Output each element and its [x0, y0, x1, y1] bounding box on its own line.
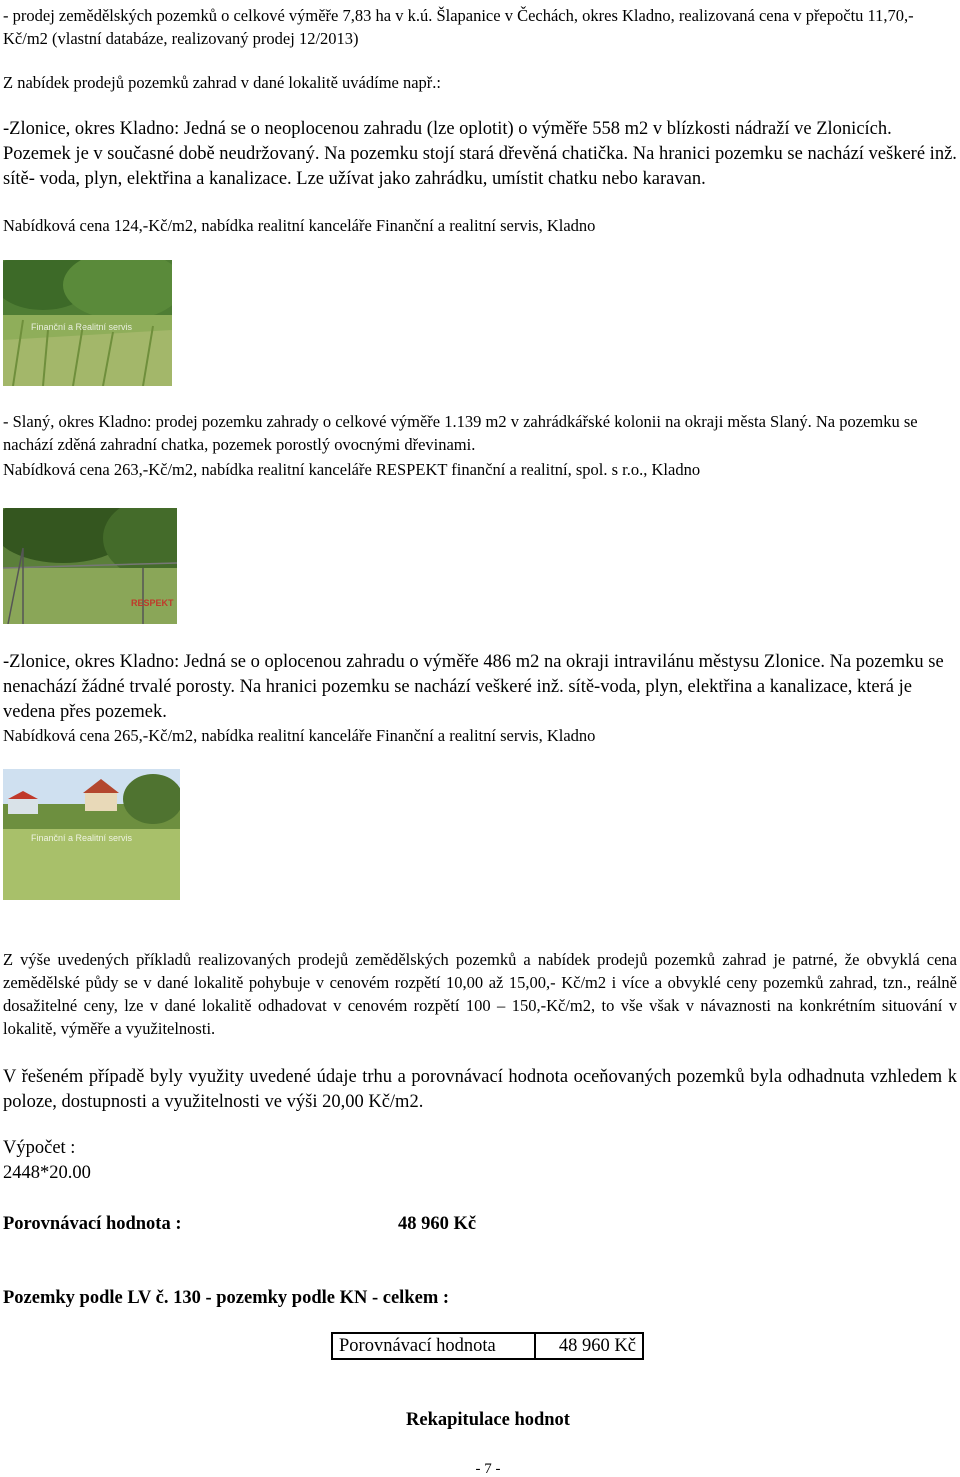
lv-heading: Pozemky podle LV č. 130 - pozemky podle KN - celkem :	[3, 1288, 450, 1308]
offer-1-photo	[3, 260, 172, 386]
comparison-value: 48 960 Kč	[398, 1214, 477, 1234]
summary-table	[331, 1332, 644, 1360]
solution-paragraph: V řešeném případě byly využity uvedené údaje trhu a porovnávací hodnota oceňovaných pozemků byla odhadnuta vzhledem k poloze, dostupnosti a využitelnosti ve výši 20,00 Kč/m2.	[3, 1067, 957, 1112]
comparison-value-label: Porovnávací hodnota :	[3, 1214, 182, 1234]
offer-1-watermark: Finanční a Realitní servis	[31, 322, 133, 332]
offer-3-photo	[3, 769, 180, 900]
calculation-label: Výpočet :	[3, 1138, 76, 1158]
offer-1-price: Nabídková cena 124,-Kč/m2, nabídka realitní kanceláře Finanční a realitní servis, Kladno	[3, 216, 596, 235]
offer-3-price: Nabídková cena 265,-Kč/m2, nabídka realitní kanceláře Finanční a realitní servis, Kladno	[3, 726, 596, 745]
intro-realized-sale: - prodej zemědělských pozemků o celkové výměře 7,83 ha v k.ú. Šlapanice v Čechách, okres Kladno, realizovaná cena v přepočtu 11,70,-Kč/m2 (vlastní databáze, realizovaný prodej 12/2013)	[3, 6, 914, 48]
table-row	[332, 1333, 643, 1359]
offer-2-photo	[3, 508, 177, 624]
summary-value-cell: 48 960 Kč	[535, 1333, 643, 1359]
offer-1-description: -Zlonice, okres Kladno: Jedná se o neoplocenou zahradu (lze oplotit) o výměře 558 m2 v blízkosti nádraží ve Zlonicích. Pozemek je v současné době neudržovaný. Na pozemku stojí stará dřevěná chatička. Na hranici pozemku se nachází veškeré inž. sítě- voda, plyn, elektřina a kanalizace. Lze užívat jako zahrádku, umístit chatku nebo karavan.	[3, 119, 957, 189]
offer-3-description: -Zlonice, okres Kladno: Jedná se o oplocenou zahradu o výměře 486 m2 na okraji intravilánu městysu Zlonice. Na pozemku se nenachází žádné trvalé porosty. Na hranici pozemku se nachází veškeré inž. sítě-voda, plyn, elektřina a kanalizace, která je vedena přes pozemek.	[3, 652, 944, 722]
calculation-formula: 2448*20.00	[3, 1163, 91, 1183]
summary-label-cell: Porovnávací hodnota	[332, 1333, 535, 1359]
offer-2-description: - Slaný, okres Kladno: prodej pozemku zahrady o celkové výměře 1.139 m2 v zahrádkářské kolonii na okraji města Slaný. Na pozemku se nachází zděná zahradní chatka, pozemek porostlý ovocnými dřevinami.	[3, 412, 918, 454]
offer-3-watermark: Finanční a Realitní servis	[31, 833, 133, 843]
intro-offers-lead: Z nabídek prodejů pozemků zahrad v dané lokalitě uvádíme např.:	[3, 73, 442, 92]
page-number: - 7 -	[475, 1461, 501, 1477]
conclusion-paragraph: Z výše uvedených příkladů realizovaných prodejů zemědělských pozemků a nabídek prodejů pozemků zahrad je patrné, že obvyklá cena zemědělské půdy se v dané lokalitě pohybuje v cenovém rozpětí 10,00 až 15,00,- Kč/m2 i více a obvyklé ceny pozemků zahrad, tzn., reálně dosažitelné ceny, lze v dané lokalitě odhadovat v cenovém rozpětí 100 – 150,-Kč/m2, to vše však v návaznosti na konkrétním situování v lokalitě, výměře a využitelnosti.	[3, 950, 957, 1038]
recap-heading: Rekapitulace hodnot	[406, 1410, 570, 1430]
offer-2-watermark: RESPEKT	[131, 598, 174, 608]
offer-2-price: Nabídková cena 263,-Kč/m2, nabídka realitní kanceláře RESPEKT finanční a realitní, spol. s r.o., Kladno	[3, 460, 701, 479]
